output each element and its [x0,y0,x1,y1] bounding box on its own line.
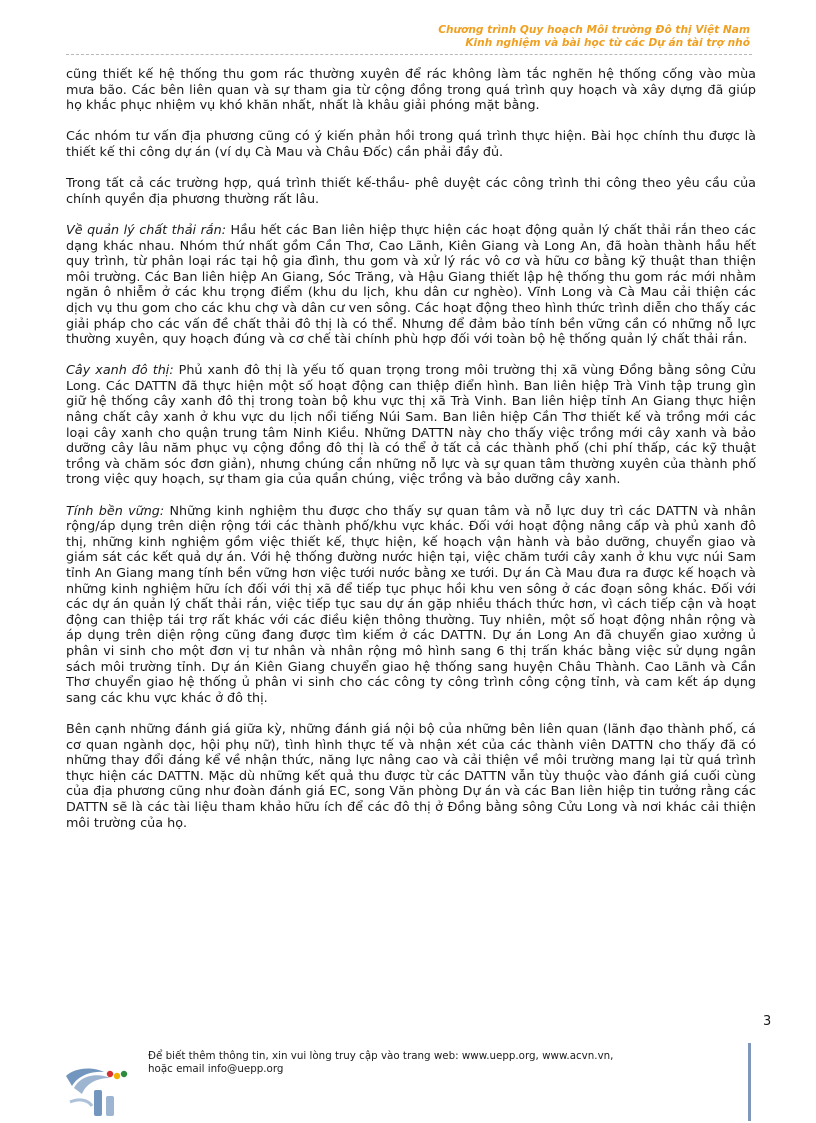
header-line-1: Chương trình Quy hoạch Môi trường Đô thị Việt Nam [438,24,750,36]
paragraph-lead: Tính bền vững: [66,503,165,519]
paragraph-lead: Về quản lý chất thải rắn: [66,222,227,238]
footer-accent-bar [748,1043,751,1121]
footer-line-2: hoặc email info@uepp.org [148,1063,284,1075]
header-line-2: Kinh nghiệm và bài học từ các Dự án tài trợ nhỏ [465,37,750,49]
paragraph: Trong tất cả các trường hợp, quá trình thiết kế-thầu- phê duyệt các công trình thi công theo yêu cầu của chính quyền địa phương thường rất lâu. [66,176,756,207]
program-logo [60,1062,140,1120]
footer-line-1: Để biết thêm thông tin, xin vui lòng truy cập vào trang web: www.uepp.org, www.acvn.vn, [148,1050,614,1062]
running-header [438,24,750,50]
paragraph-lead: Cây xanh đô thị: [66,363,174,379]
paragraph-solid-waste: Về quản lý chất thải rắn: Hầu hết các Ban liên hiệp thực hiện các hoạt động quản lý chất thải rắn theo các dạng khác nhau. Nhóm thứ nhất gồm Cần Thơ, Cao Lãnh, Kiên Giang và Long An, đã hoàn thành hầu hết quy trình, từ phân loại rác tại hộ gia đình, thu gom và xử lý rác vô cơ và hữu cơ bằng kỹ thuật than thiện môi trường. Các Ban liên hiệp An Giang, Sóc Trăng, và Hậu Giang thiết lập hệ thống thu gom rác mới nhằm ngăn ô nhiễm ở các khu trọng điểm (khu du lịch, khu dân cư nghèo). Vĩnh Long và Cà Mau cải thiện các dịch vụ thu gom cho các khu chợ và dân cư ven sông. Các hoạt động theo hình thức trình diễn cho thấy các giải pháp cho các vấn đề chất thải đô thị là có thể. Nhưng để đảm bảo tính bền vững cần có những nỗ lực thường xuyên, quy hoạch đúng và cơ chế tài chính phù hợp đối với toàn bộ hệ thống quản lý chất thải rắn. [66,222,757,348]
header-divider [66,54,752,55]
paragraph: Các nhóm tư vấn địa phương cũng có ý kiến phản hồi trong quá trình thực hiện. Bài học chính thu được là thiết kế thi công dự án (ví dụ Cà Mau và Châu Đốc) cần phải đầy đủ. [66,129,756,160]
paragraph-sustainability: Tính bền vững: Những kinh nghiệm thu được cho thấy sự quan tâm và nỗ lực duy trì các DATTN và nhân rộng/áp dụng trên diện rộng tới các thành phố/khu vực khác. Đối với hoạt động nâng cấp và phủ xanh đô thị, những kinh nghiệm gồm việc thiết kế, thực hiện, kế hoạch vận hành và bảo dưỡng, chuyển giao và giám sát các kết quả dự án. Với hệ thống đường nước hiện tại, việc chăm tưới cây xanh ở khu vực núi Sam tỉnh An Giang mang tính bền vững hơn việc tưới nước bằng xe tưới. Dự án Cà Mau đưa ra được kế hoạch và những kinh nghiệm hữu ích đối với thị xã để tiếp tục phục hồi khu ven sông ở các đoạn sông khác. Đối với các dự án quản lý chất thải rắn, việc tiếp tục sau dự án gặp nhiều thách thức hơn, vì cách tiếp cận và hoạt động can thiệp tái trợ rất khác với các điều kiện thông thường. Tuy nhiên, một số hoạt động nhân rộng và áp dụng trên diện rộng cũng đang được tìm kiếm ở các DATTN. Dự án Long An đã chuyển giao xưởng ủ phân vi sinh cho một đơn vị tư nhân và nhân rộng mô hình sang 6 thị trấn khác bằng việc sử dụng ngân sách môi trường tỉnh. Dự án Kiên Giang chuyển giao hệ thống sang huyện Châu Thành. Cao Lãnh và Cần Thơ chuyển giao hệ thống ủ phân vi sinh cho các công ty công trình công cộng tỉnh, và cam kết áp dụng sang các khu vực khác ở đô thị. [66,503,756,706]
paragraph: cũng thiết kế hệ thống thu gom rác thường xuyên để rác không làm tắc nghẽn hệ thống cống vào mùa mưa bão. Các bên liên quan và sự tham gia từ cộng đồng trong quá trình quy hoạch và xây dựng đã giúp họ khắc phục nhiệm vụ khó khăn nhất, nhất là khâu giải phóng mặt bằng. [66,67,756,114]
footer-note [148,1050,708,1076]
paragraph: Bên cạnh những đánh giá giữa kỳ, những đánh giá nội bộ của những bên liên quan (lãnh đạo thành phố, cá cơ quan ngành dọc, hội phụ nữ), tình hình thực tế và nhận xét của các thành viên DATTN cho thấy đã có những thay đổi đáng kể về nhận thức, năng lực nâng cao và cải thiện về môi trường mang lại từ quá trình thực hiện các DATTN. Mặc dù những kết quả thu được từ các DATTN vẫn tùy thuộc vào đánh giá cuối cùng của địa phương cũng như đoàn đánh giá EC, song Văn phòng Dự án và các Ban liên hiệp tin tưởng rằng các DATTN sẽ là các tài liệu tham khảo hữu ích để các đô thị ở Đồng bằng sông Cửu Long và nơi khác cải thiện môi trường của họ. [66,721,756,831]
body-text [66,67,756,847]
page-number: 3 [763,1014,772,1029]
paragraph-urban-greenery: Cây xanh đô thị: Phủ xanh đô thị là yếu tố quan trọng trong môi trường thị xã vùng Đồng bằng sông Cửu Long. Các DATTN đã thực hiện một số hoạt động can thiệp điển hình. Ban liên hiệp Trà Vinh tập trung gìn giữ hệ thống cây xanh đô thị trong toàn bộ khu vực thị xã Trà Vinh. Ban liên hiệp tỉnh An Giang thực hiện nâng chất cây xanh ở khu vực du lịch nổi tiếng Núi Sam. Ban liên hiệp Cần Thơ thiết kế và trồng mới các loại cây xanh cho quận trung tâm Ninh Kiều. Những DATTN này cho thấy việc trồng mới cây xanh và bảo dưỡng cây lâu năm phục vụ cộng đồng đô thị là có thể ở tất cả các thành phố (chi phí thấp, các kỹ thuật trồng và chăm sóc đơn giản), nhưng chúng cần những nỗ lực và sự quan tâm thường xuyên của thành phố trong việc quy hoạch, sự tham gia của quần chúng, việc trồng và bảo dưỡng cây xanh. [66,363,756,488]
